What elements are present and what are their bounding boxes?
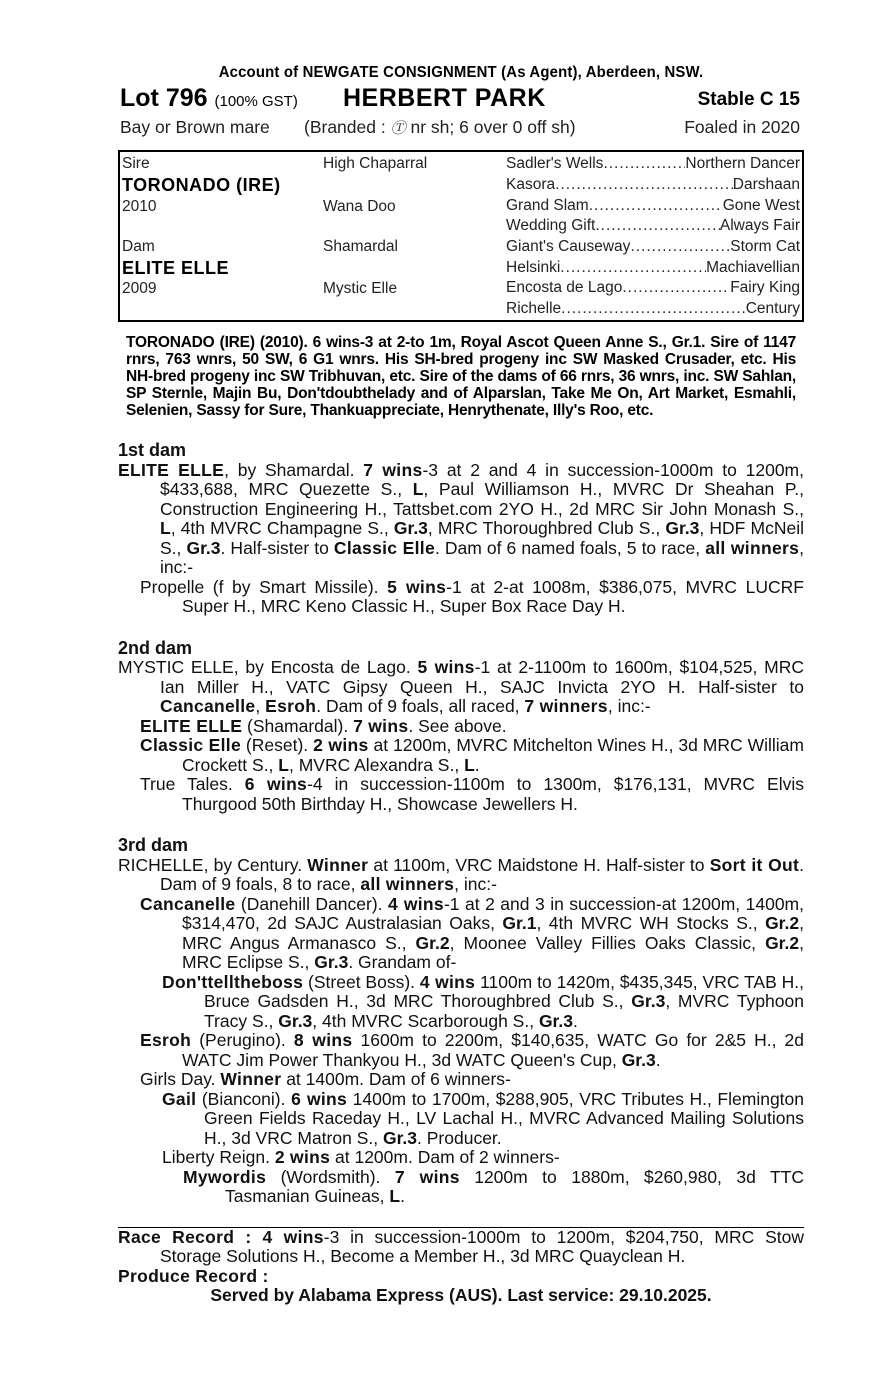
great-grand-entry: Giant's Causeway ..... Storm Cat: [506, 238, 800, 256]
progeny-entry: Classic Elle (Reset). 2 wins at 1200m, MVRC Mitchelton Wines H., 3d MRC William Crockett S., L, MVRC Alexandra S., L.: [140, 735, 804, 775]
produce-record-label: Produce Record :: [118, 1265, 269, 1286]
progeny-entry: Cancanelle (Danehill Dancer). 4 wins-1 at 2 and 3 in succession-at 1200m, 1400m, $314,470, 2d SAJC Australasian Oaks, Gr.1, 4th MVRC WH Stocks S., Gr.2, MRC Angus Armanasco S., Gr.2, Moonee Valley Fillies Oaks Classic, Gr.2, MRC Eclipse S., Gr.3. Grandam of-: [140, 893, 804, 972]
lot-number: [120, 84, 298, 113]
dam-year: 2009: [122, 280, 157, 297]
progeny-entry: Esroh (Perugino). 8 wins 1600m to 2200m, $140,635, WATC Go for 2&5 H., 2d WATC Jim Power Thankyou H., 3d WATC Queen's Cup, Gr.3.: [140, 1030, 804, 1070]
great-grand-entry: Kasora ..... Darshaan: [506, 176, 800, 194]
brand-info: [304, 117, 576, 138]
dam-label: Dam: [122, 238, 155, 255]
grandsire: High Chaparral: [323, 155, 428, 172]
dam-name: ELITE ELLE: [122, 258, 230, 278]
service-note: Served by Alabama Express (AUS). Last service: 29.10.2025.: [210, 1285, 712, 1305]
pedigree-table: [118, 150, 804, 322]
third-dam-section: [118, 836, 804, 1207]
sire-name: TORONADO (IRE): [122, 175, 281, 195]
brand-mark-icon: Ⓣ: [390, 119, 406, 137]
progeny-entry: Mywordis (Wordsmith). 7 wins 1200m to 1880m, $260,980, 3d TTC Tasmanian Guineas, L.: [183, 1166, 804, 1206]
sire-year: 2010: [122, 198, 157, 215]
first-dam-section: [118, 441, 804, 617]
section-heading: 2nd dam: [118, 637, 193, 658]
records-section: [118, 1228, 804, 1306]
foaled-year: Foaled in 2020: [684, 117, 800, 137]
dam-paragraph: RICHELLE, by Century. Winner at 1100m, VRC Maidstone H. Half-sister to Sort it Out. Dam of 9 foals, 8 to race, all winners, inc:-: [118, 854, 804, 894]
progeny-entry: Don'ttelltheboss (Street Boss). 4 wins 1100m to 1420m, $435,345, VRC TAB H., Bruce Gadsden H., 3d MRC Thoroughbred Club S., Gr.3, MVRC Typhoon Tracy S., Gr.3, 4th MVRC Scarborough S., Gr.3.: [162, 971, 804, 1031]
great-grand-entry: Grand Slam ..... Gone West: [506, 197, 800, 215]
gst-note: (100% GST): [214, 93, 298, 110]
great-grand-entry: Encosta de Lago ..... Fairy King: [506, 279, 800, 297]
section-heading: 1st dam: [118, 440, 187, 460]
brand-prefix: (Branded :: [304, 117, 386, 137]
great-grand-entry: Richelle ..... Century: [506, 300, 800, 318]
progeny-entry: Gail (Bianconi). 6 wins 1400m to 1700m, $288,905, VRC Tributes H., Flemington Green Fields Raceday H., LV Lachal H., MVRC Advanced Mailing Solutions H., 3d VRC Matron S., Gr.3. Producer.: [162, 1088, 805, 1148]
granddam: Mystic Elle: [323, 280, 398, 297]
stable-location: Stable C 15: [697, 89, 800, 110]
horse-name: HERBERT PARK: [343, 84, 546, 112]
great-grand-entry: Sadler's Wells ..... Northern Dancer: [506, 155, 800, 173]
consignor-line: Account of NEWGATE CONSIGNMENT (As Agent), Aberdeen, NSW.: [218, 64, 704, 81]
sire-summary: TORONADO (IRE) (2010). 6 wins-3 at 2-to 1m, Royal Ascot Queen Anne S., Gr.1. Sire of 1147 rnrs, 763 wnrs, 50 SW, 6 G1 wnrs. His SH-bred progeny inc SW Masked Crusader, etc. His NH-bred progeny inc SW Tribhuvan, etc. Sire of the dams of 66 rnrs, 36 wnrs, inc. SW Sahlan, SP Sternle, Majin Bu, Don'tdoubthelady and of Alparslan, Take Me On, Art Market, Esmahli, Selenien, Sassy for Sure, Thankuappreciate, Henrythenate, Illy's Roo, etc.: [126, 334, 796, 419]
dam-paragraph: ELITE ELLE, by Shamardal. 7 wins-3 at 2 and 4 in succession-1000m to 1200m, $433,688, MRC Quezette S., L, Paul Williamson H., MVRC Dr Sheahan P., Construction Engineering H., Tattsbet.com 2YO H., 2d MRC Sir John Monash S., L, 4th MVRC Champagne S., Gr.3, MRC Thoroughbred Club S., Gr.3, HDF McNeil S., Gr.3. Half-sister to Classic Elle. Dam of 6 named foals, 5 to race, all winners, inc:-: [118, 459, 805, 577]
race-record: Race Record : 4 wins-3 in succession-1000m to 1200m, $204,750, MRC Stow Storage Solutions H., Become a Member H., 3d MRC Quayclean H.: [118, 1226, 804, 1266]
progeny-entry: Girls Day. Winner at 1400m. Dam of 6 winners-: [140, 1069, 511, 1089]
progeny-entry: Propelle (f by Smart Missile). 5 wins-1 at 2-at 1008m, $386,075, MVRC LUCRF Super H., MRC Keno Classic H., Super Box Race Day H.: [140, 576, 804, 616]
great-grand-entry: Wedding Gift ..... Always Fair: [506, 217, 800, 235]
horse-description: Bay or Brown mare: [120, 117, 270, 137]
dam-paragraph: MYSTIC ELLE, by Encosta de Lago. 5 wins-1 at 2-1100m to 1600m, $104,525, MRC Ian Miller H., VATC Gipsy Queen H., SAJC Invicta 2YO H. Half-sister to Cancanelle, Esroh. Dam of 9 foals, all raced, 7 winners, inc:-: [118, 657, 804, 716]
description-row: [118, 114, 804, 140]
progeny-entry: Liberty Reign. 2 wins at 1200m. Dam of 2 winners-: [162, 1147, 560, 1167]
great-grand-entry: Helsinki ..... Machiavellian: [506, 259, 800, 277]
granddam-sire-side: Wana Doo: [323, 198, 396, 215]
progeny-entry: ELITE ELLE (Shamardal). 7 wins. See above.: [140, 715, 507, 736]
lot-row: [118, 84, 804, 114]
catalogue-page: [118, 64, 804, 1306]
progeny-entry: True Tales. 6 wins-4 in succession-1100m to 1300m, $176,131, MVRC Elvis Thurgood 50th Birthday H., Showcase Jewellers H.: [140, 774, 804, 814]
brand-suffix: nr sh; 6 over 0 off sh): [410, 117, 576, 137]
lot-label: Lot 796: [120, 84, 208, 112]
grandsire-dam-side: Shamardal: [323, 238, 398, 255]
sire-label: Sire: [122, 155, 150, 172]
section-heading: 3rd dam: [118, 835, 189, 855]
second-dam-section: [118, 639, 804, 815]
